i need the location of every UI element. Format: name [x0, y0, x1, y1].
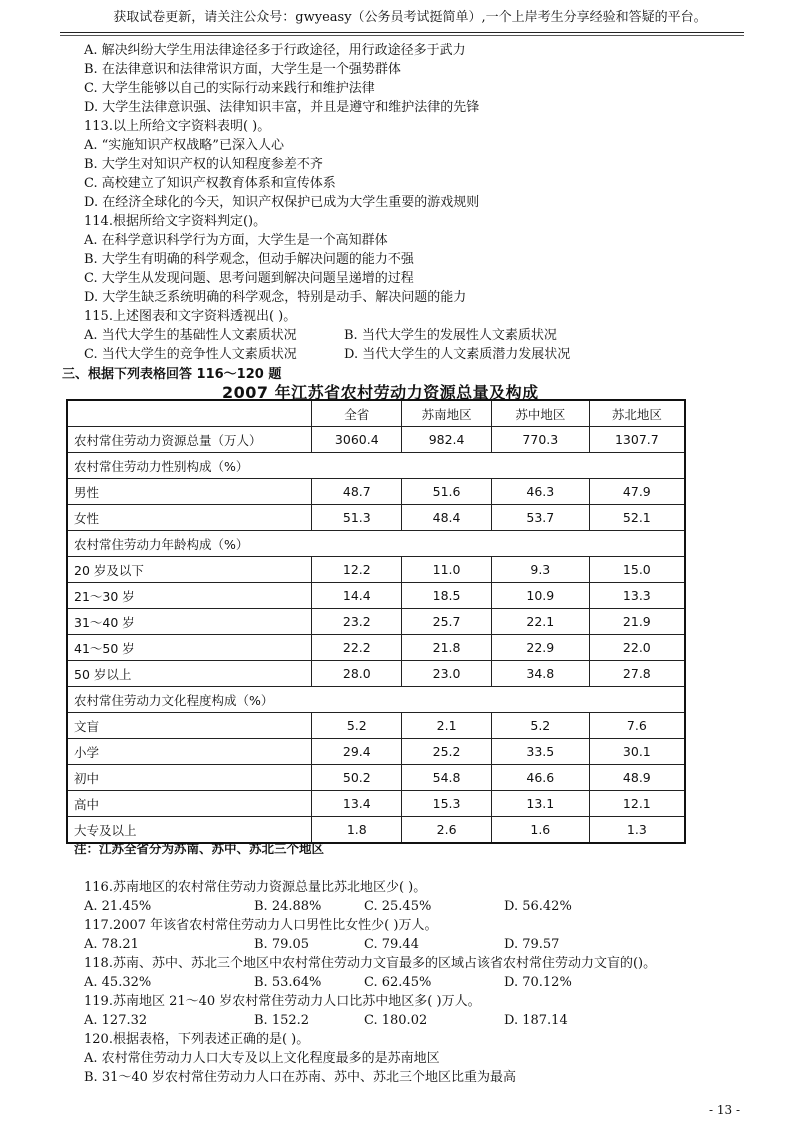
q117-option-a: A. 78.21 — [84, 937, 139, 952]
table-cell: 12.1 — [589, 791, 685, 817]
row-label: 50 岁以上 — [67, 661, 312, 687]
table-cell: 10.9 — [491, 583, 589, 609]
table-cell: 21.8 — [402, 635, 492, 661]
table-cell: 2.6 — [402, 817, 492, 844]
table-cell: 5.2 — [491, 713, 589, 739]
table-cell: 5.2 — [312, 713, 402, 739]
table-cell: 22.0 — [589, 635, 685, 661]
page-header: 获取试卷更新，请关注公众号：gwyeasy（公务员考试挺简单）,一个上岸考生分享经验和答疑的平台。 — [113, 10, 707, 25]
q116-option-c: C. 25.45% — [364, 899, 432, 914]
q117-option-b: B. 79.05 — [254, 937, 310, 952]
table-cell: 3060.4 — [312, 427, 402, 453]
table-cell: 9.3 — [491, 557, 589, 583]
option-b: B. 在法律意识和法律常识方面，大学生是一个强势群体 — [84, 62, 401, 77]
table-section-filler — [312, 453, 685, 479]
data-table — [66, 399, 686, 844]
question-116-stem: 116.苏南地区的农村常住劳动力资源总量比苏北地区少( )。 — [84, 880, 427, 895]
table-cell: 18.5 — [402, 583, 492, 609]
q120-option-a: A. 农村常住劳动力人口大专及以上文化程度最多的是苏南地区 — [84, 1051, 440, 1066]
table-cell: 7.6 — [589, 713, 685, 739]
table-cell: 51.3 — [312, 505, 402, 531]
table-cell: 2.1 — [402, 713, 492, 739]
table-cell: 11.0 — [402, 557, 492, 583]
table-section-label: 农村常住劳动力文化程度构成（%） — [67, 687, 312, 713]
table-cell: 22.1 — [491, 609, 589, 635]
table-cell: 30.1 — [589, 739, 685, 765]
table-row — [67, 713, 685, 739]
table-cell: 1.3 — [589, 817, 685, 844]
table-cell: 13.4 — [312, 791, 402, 817]
table-cell: 13.3 — [589, 583, 685, 609]
header-divider — [60, 32, 744, 33]
q119-option-d: D. 187.14 — [504, 1013, 568, 1028]
option-d: D. 大学生法律意识强、法律知识丰富，并且是遵守和维护法律的先锋 — [84, 100, 480, 115]
table-cell: 25.2 — [402, 739, 492, 765]
row-label: 20 岁及以下 — [67, 557, 312, 583]
table-cell: 15.0 — [589, 557, 685, 583]
table-cell: 33.5 — [491, 739, 589, 765]
table-cell: 23.0 — [402, 661, 492, 687]
q119-option-a: A. 127.32 — [84, 1013, 148, 1028]
table-cell: 1307.7 — [589, 427, 685, 453]
table-cell: 770.3 — [491, 427, 589, 453]
column-header-suzhong: 苏中地区 — [491, 400, 589, 427]
table-title: 2007 年江苏省农村劳动力资源总量及构成 — [222, 383, 539, 402]
q113-option-a: A. “实施知识产权战略”已深入人心 — [84, 138, 284, 153]
q115-option-d: D. 当代大学生的人文素质潜力发展状况 — [344, 347, 571, 362]
table-row — [67, 635, 685, 661]
table-cell: 27.8 — [589, 661, 685, 687]
row-label: 初中 — [67, 765, 312, 791]
q113-option-b: B. 大学生对知识产权的认知程度参差不齐 — [84, 157, 323, 172]
q117-option-c: C. 79.44 — [364, 937, 419, 952]
table-cell: 28.0 — [312, 661, 402, 687]
q118-option-a: A. 45.32% — [84, 975, 152, 990]
table-row — [67, 791, 685, 817]
q120-option-b: B. 31～40 岁农村常住劳动力人口在苏南、苏中、苏北三个地区比重为最高 — [84, 1070, 517, 1085]
table-cell: 25.7 — [402, 609, 492, 635]
row-label: 男性 — [67, 479, 312, 505]
table-row — [67, 583, 685, 609]
row-label: 文盲 — [67, 713, 312, 739]
row-label: 高中 — [67, 791, 312, 817]
table-cell: 47.9 — [589, 479, 685, 505]
q115-option-c: C. 当代大学生的竞争性人文素质状况 — [84, 347, 297, 362]
q117-option-d: D. 79.57 — [504, 937, 560, 952]
table-cell: 23.2 — [312, 609, 402, 635]
column-header-subei: 苏北地区 — [589, 400, 685, 427]
question-117-stem: 117.2007 年该省农村常住劳动力人口男性比女性少( )万人。 — [84, 918, 438, 933]
q119-option-c: C. 180.02 — [364, 1013, 428, 1028]
table-cell: 29.4 — [312, 739, 402, 765]
table-cell: 48.4 — [402, 505, 492, 531]
row-label: 41～50 岁 — [67, 635, 312, 661]
question-120-stem: 120.根据表格，下列表述正确的是( )。 — [84, 1032, 310, 1047]
table-cell: 48.9 — [589, 765, 685, 791]
q114-option-a: A. 在科学意识科学行为方面，大学生是一个高知群体 — [84, 233, 388, 248]
table-section-filler — [312, 687, 685, 713]
table-cell: 21.9 — [589, 609, 685, 635]
q118-option-c: C. 62.45% — [364, 975, 432, 990]
table-header-row — [67, 400, 685, 427]
table-cell: 50.2 — [312, 765, 402, 791]
table-section-label: 农村常住劳动力年龄构成（%） — [67, 531, 312, 557]
table-row — [67, 557, 685, 583]
row-label: 小学 — [67, 739, 312, 765]
table-cell: 15.3 — [402, 791, 492, 817]
q113-option-c: C. 高校建立了知识产权教育体系和宣传体系 — [84, 176, 336, 191]
question-113-stem: 113.以上所给文字资料表明( )。 — [84, 119, 271, 134]
table-cell: 54.8 — [402, 765, 492, 791]
table-section-filler — [312, 531, 685, 557]
row-label: 大专及以上 — [67, 817, 312, 844]
table-cell: 34.8 — [491, 661, 589, 687]
q113-option-d: D. 在经济全球化的今天，知识产权保护已成为大学生重要的游戏规则 — [84, 195, 480, 210]
table-section-row — [67, 453, 685, 479]
table-section-row — [67, 687, 685, 713]
table-section-row — [67, 531, 685, 557]
row-label: 农村常住劳动力资源总量（万人） — [67, 427, 312, 453]
table-row — [67, 505, 685, 531]
table-cell: 46.6 — [491, 765, 589, 791]
table-cell: 1.6 — [491, 817, 589, 844]
section-heading: 三、根据下列表格回答 116～120 题 — [62, 367, 282, 382]
question-115-stem: 115.上述图表和文字资料透视出( )。 — [84, 309, 297, 324]
table-section-label: 农村常住劳动力性别构成（%） — [67, 453, 312, 479]
table-row — [67, 479, 685, 505]
q119-option-b: B. 152.2 — [254, 1013, 310, 1028]
table-cell: 14.4 — [312, 583, 402, 609]
q114-option-b: B. 大学生有明确的科学观念，但动手解决问题的能力不强 — [84, 252, 414, 267]
option-c: C. 大学生能够以自己的实际行动来践行和维护法律 — [84, 81, 375, 96]
row-label: 31～40 岁 — [67, 609, 312, 635]
question-118-stem: 118.苏南、苏中、苏北三个地区中农村常住劳动力文盲最多的区域占该省农村常住劳动力文盲的()。 — [84, 956, 657, 971]
table-cell: 48.7 — [312, 479, 402, 505]
table-cell: 12.2 — [312, 557, 402, 583]
table-note: 注：江苏全省分为苏南、苏中、苏北三个地区 — [74, 841, 325, 856]
row-label: 女性 — [67, 505, 312, 531]
question-119-stem: 119.苏南地区 21～40 岁农村常住劳动力人口比苏中地区多( )万人。 — [84, 994, 481, 1009]
q116-option-b: B. 24.88% — [254, 899, 322, 914]
table-cell: 52.1 — [589, 505, 685, 531]
table-cell: 46.3 — [491, 479, 589, 505]
column-header-province: 全省 — [312, 400, 402, 427]
table-row — [67, 661, 685, 687]
table-row — [67, 765, 685, 791]
table-row — [67, 609, 685, 635]
table-cell: 22.9 — [491, 635, 589, 661]
table-cell: 982.4 — [402, 427, 492, 453]
table-cell: 53.7 — [491, 505, 589, 531]
table-cell: 13.1 — [491, 791, 589, 817]
column-header-blank — [67, 400, 312, 427]
table-row — [67, 427, 685, 453]
question-114-stem: 114.根据所给文字资料判定()。 — [84, 214, 267, 229]
table-cell: 22.2 — [312, 635, 402, 661]
q118-option-b: B. 53.64% — [254, 975, 322, 990]
row-label: 21～30 岁 — [67, 583, 312, 609]
q115-option-b: B. 当代大学生的发展性人文素质状况 — [344, 328, 557, 343]
header-divider-secondary — [60, 35, 744, 36]
q116-option-d: D. 56.42% — [504, 899, 572, 914]
column-header-sunan: 苏南地区 — [402, 400, 492, 427]
table-row — [67, 739, 685, 765]
q114-option-d: D. 大学生缺乏系统明确的科学观念，特别是动手、解决问题的能力 — [84, 290, 467, 305]
page-number: - 13 - — [708, 1103, 740, 1117]
table-cell: 51.6 — [402, 479, 492, 505]
table-cell: 1.8 — [312, 817, 402, 844]
q116-option-a: A. 21.45% — [84, 899, 152, 914]
q114-option-c: C. 大学生从发现问题、思考问题到解决问题呈递增的过程 — [84, 271, 414, 286]
q115-option-a: A. 当代大学生的基础性人文素质状况 — [84, 328, 297, 343]
table-body — [67, 427, 685, 844]
q118-option-d: D. 70.12% — [504, 975, 572, 990]
option-a: A. 解决纠纷大学生用法律途径多于行政途径，用行政途径多于武力 — [84, 43, 466, 58]
